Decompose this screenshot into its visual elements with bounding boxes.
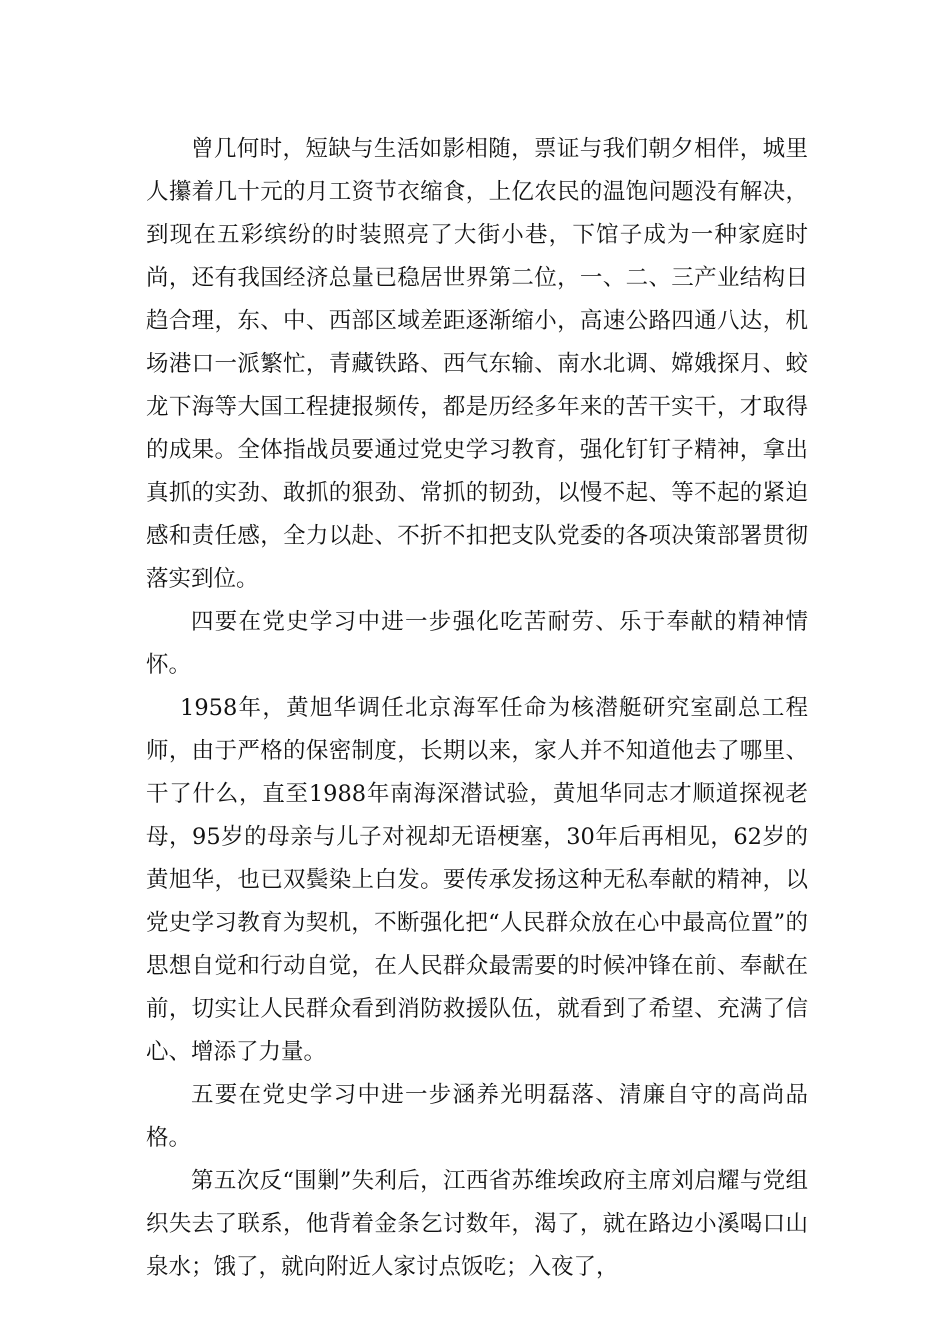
paragraph-liu-qiyao: 第五次反“围剿”失利后，江西省苏维埃政府主席刘启耀与党组织失去了联系，他背着金条乞讨数年，渴了，就在路边小溪喝口山泉水；饿了，就向附近人家讨点饭吃；入夜了， (146, 1168, 808, 1280)
heading-point-five: 五要在党史学习中进一步涵养光明磊落、清廉自守的高尚品格。 (146, 1082, 808, 1151)
heading-point-four: 四要在党史学习中进一步强化吃苦耐劳、乐于奉献的精神情怀。 (146, 609, 808, 678)
document-body (146, 128, 808, 1289)
paragraph-achievements: 曾几何时，短缺与生活如影相随，票证与我们朝夕相伴，城里人攥着几十元的月工资节衣缩食，上亿农民的温饱问题没有解决，到现在五彩缤纷的时装照亮了大街小巷，下馆子成为一种家庭时尚，还有我国经济总量已稳居世界第二位，一、二、三产业结构日趋合理，东、中、西部区域差距逐渐缩小，高速公路四通八达，机场港口一派繁忙，青藏铁路、西气东输、南水北调、嫦娥探月、蛟龙下海等大国工程捷报频传，都是历经多年来的苦干实干，才取得的成果。全体指战员要通过党史学习教育，强化钉钉子精神，拿出真抓的实劲、敢抓的狠劲、常抓的韧劲，以慢不起、等不起的紧迫感和责任感，全力以赴、不折不扣把支队党委的各项决策部署贯彻落实到位。 (146, 136, 808, 592)
paragraph-huang-xuhua: 1958年，黄旭华调任北京海军任命为核潜艇研究室副总工程师，由于严格的保密制度，长期以来，家人并不知道他去了哪里、干了什么，直至1988年南海深潜试验，黄旭华同志才顺道探视老母，95岁的母亲与儿子对视却无语梗塞，30年后再相见，62岁的黄旭华，也已双鬓染上白发。要传承发扬这种无私奉献的精神，以党史学习教育为契机，不断强化把“人民群众放在心中最高位置”的思想自觉和行动自觉，在人民群众最需要的时候冲锋在前、奉献在前，切实让人民群众看到消防救援队伍，就看到了希望、充满了信心、增添了力量。 (146, 695, 808, 1065)
